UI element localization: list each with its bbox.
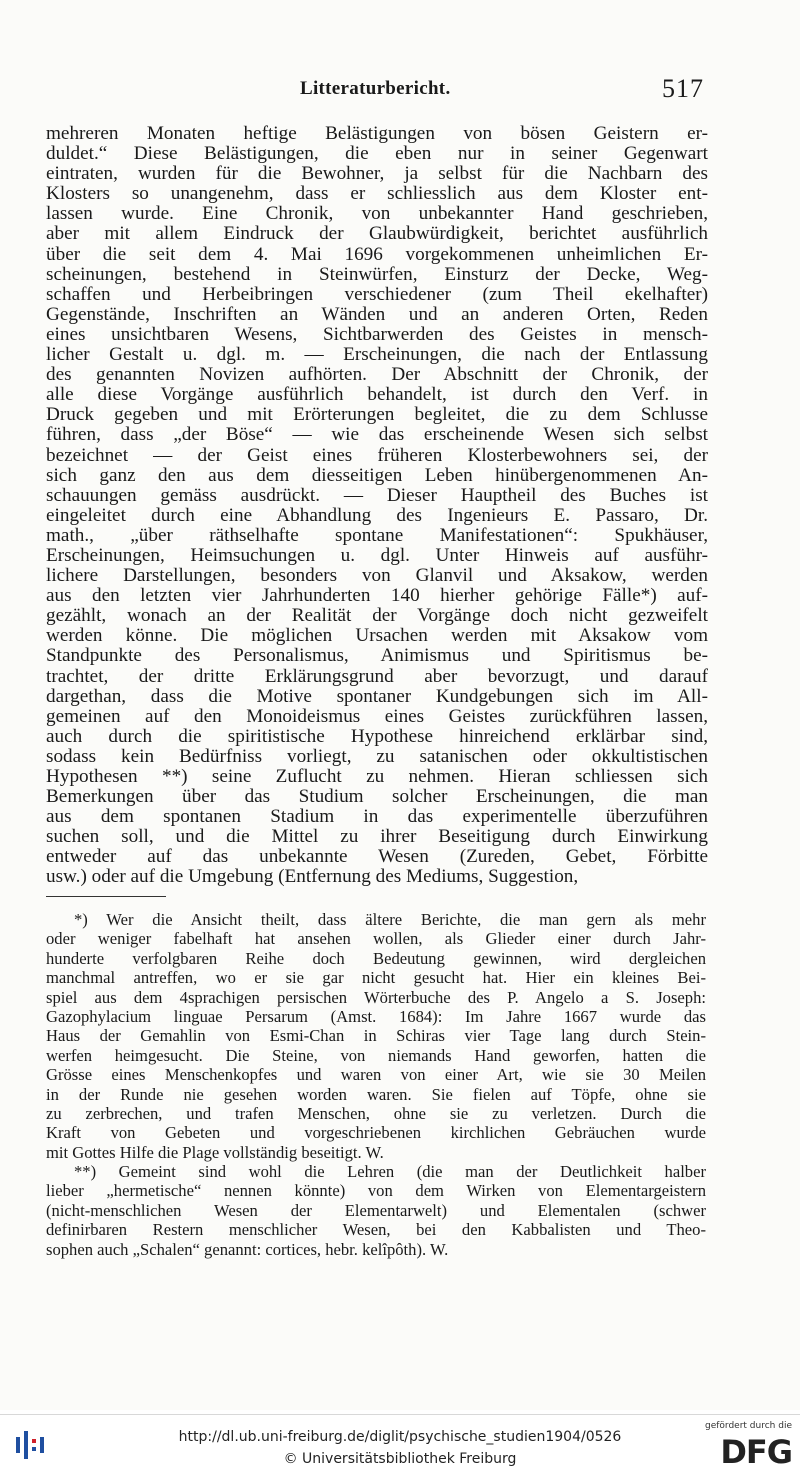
footnote-divider xyxy=(46,896,166,897)
text-line: gemeinen auf den Monoideismus eines Geistes zurückführen lassen, xyxy=(46,706,708,727)
text-line: sich ganz den aus dem diesseitigen Leben hinübergenommenen An- xyxy=(46,465,708,486)
footnote-line: sophen auch „Schalen“ genannt: cortices, hebr. kelîpôth). W. xyxy=(46,1239,449,1259)
text-line: eingeleitet durch eine Abhandlung des Ingenieurs E. Passaro, Dr. xyxy=(46,505,708,526)
page-number: 517 xyxy=(662,74,704,103)
permalink-url[interactable]: http://dl.ub.uni-freiburg.de/diglit/psychische_studien1904/0526 xyxy=(178,1429,622,1445)
footnotes-block xyxy=(46,910,706,1259)
footnote-line: **) Gemeint sind wohl die Lehren (die man der Deutlichkeit halber xyxy=(74,1162,706,1182)
text-line: schaffen und Herbeibringen verschiedener (zum Theil ekelhafter) xyxy=(46,284,708,305)
text-line: eintraten, wurden für die Bewohner, ja selbst für die Nachbarn des xyxy=(46,164,708,185)
text-line: suchen soll, und die Mittel zu ihrer Beseitigung durch Einwirkung xyxy=(46,827,708,848)
text-line: lassen wurde. Eine Chronik, von unbekannter Hand geschrieben, xyxy=(46,204,708,225)
text-line: Bemerkungen über das Studium solcher Erscheinungen, die man xyxy=(46,787,708,808)
text-line: aus dem spontanen Stadium in das experimentelle überzuführen xyxy=(46,807,708,828)
text-line: aus den letzten vier Jahrhunderten 140 hierher gehörige Fälle*) auf- xyxy=(46,586,708,607)
text-line: scheinungen, bestehend in Steinwürfen, Einsturz der Decke, Weg- xyxy=(46,264,708,285)
text-line: alle diese Vorgänge ausführlich behandelt, ist durch den Verf. in xyxy=(46,385,708,406)
footnote-line: Haus der Gemahlin von Esmi-Chan in Schiras vier Tage lang durch Stein- xyxy=(46,1026,706,1046)
viewer-footer xyxy=(0,1414,800,1473)
footnote-line: oder weniger fabelhaft hat ansehen wollen, als Glieder einer durch Jahr- xyxy=(46,929,706,949)
footnote-line: lieber „hermetische“ nennen könnte) von dem Wirken von Elementargeistern xyxy=(46,1181,706,1201)
text-line: gezählt, wonach an der Realität der Vorgänge doch nicht gezweifelt xyxy=(46,606,708,627)
text-line: Klosters so unangenehm, dass er schliesslich aus dem Kloster ent- xyxy=(46,184,708,205)
footnote-line: manchmal antreffen, wo er sie gar nicht gesucht hat. Hier ein kleines Bei- xyxy=(46,968,706,988)
text-line: des genannten Novizen aufhörten. Der Abschnitt der Chronik, der xyxy=(46,365,708,386)
dfg-sponsor xyxy=(702,1421,792,1469)
dfg-logo: DFG xyxy=(720,1433,792,1471)
text-line: duldet.“ Diese Belästigungen, die eben nur in seiner Gegenwart xyxy=(46,144,708,165)
text-line: bezeichnet — der Geist eines früheren Klosterbewohners sei, der xyxy=(46,445,708,466)
text-line: licher Gestalt u. dgl. m. — Erscheinungen, die nach der Entlassung xyxy=(46,345,708,366)
footnote-line: spiel aus dem 4sprachigen persischen Wörterbuche des P. Angelo a S. Joseph: xyxy=(46,987,706,1007)
text-line: mehreren Monaten heftige Belästigungen von bösen Geistern er- xyxy=(46,124,708,144)
text-line: auch durch die spiritistische Hypothese hinreichend erklärbar sind, xyxy=(46,726,708,747)
text-line: math., „über räthselhafte spontane Manifestationen“: Spukhäuser, xyxy=(46,525,708,546)
text-line: über die seit dem 4. Mai 1696 vorgekommenen unheimlichen Er- xyxy=(46,244,708,265)
text-line: dargethan, dass die Motive spontaner Kundgebungen sich im All- xyxy=(46,686,708,707)
copyright-notice: © Universitätsbibliothek Freiburg xyxy=(283,1451,517,1467)
page-header xyxy=(48,74,708,106)
text-line: trachtet, der dritte Erklärungsgrund aber bevorzugt, und darauf xyxy=(46,666,708,687)
footnote-line: definirbaren Restern menschlicher Wesen, bei den Kabbalisten und Theo- xyxy=(46,1220,706,1240)
footnote-line: *) Wer die Ansicht theilt, dass ältere Berichte, die man gern als mehr xyxy=(74,910,706,929)
text-line: schauungen gemäss ausdrückt. — Dieser Hauptheil des Buches ist xyxy=(46,485,708,506)
sponsor-note: gefördert durch die xyxy=(705,1421,792,1431)
footnote-line: Kraft von Gebeten und vorgeschriebenen kirchlichen Gebräuchen wurde xyxy=(46,1123,706,1143)
text-line: Erscheinungen, Heimsuchungen u. dgl. Unter Hinweis auf ausführ- xyxy=(46,545,708,566)
running-title: Litteraturbericht. xyxy=(300,78,451,99)
footnote-line: Grösse eines Menschenkopfes und waren von einer Art, wie sie 30 Meilen xyxy=(46,1065,706,1085)
text-line: usw.) oder auf die Umgebung (Entfernung des Mediums, Suggestion, xyxy=(46,867,579,888)
text-line: sodass kein Bedürfniss vorliegt, zu satanischen oder okkultistischen xyxy=(46,746,708,767)
text-line: Druck gegeben und mit Erörterungen begleitet, die zu dem Schlusse xyxy=(46,405,708,426)
text-line: entweder auf das unbekannte Wesen (Zureden, Gebet, Förbitte xyxy=(46,847,708,868)
text-line: Standpunkte des Personalismus, Animismus und Spiritismus be- xyxy=(46,646,708,667)
footnote-line: mit Gottes Hilfe die Plage vollständig beseitigt. W. xyxy=(46,1142,384,1162)
text-line: führen, dass „der Böse“ — wie das erscheinende Wesen sich selbst xyxy=(46,425,708,446)
text-line: Hypothesen **) seine Zuflucht zu nehmen. Hieran schliessen sich xyxy=(46,767,708,787)
text-line: Gegenstände, Inschriften an Wänden und an anderen Orten, Reden xyxy=(46,304,708,325)
text-line: werden könne. Die möglichen Ursachen werden mit Aksakow vom xyxy=(46,626,708,647)
main-text-block xyxy=(46,124,708,888)
footnote-line: hunderte verfolgbaren Reihe doch Bedeutung gewinnen, wird dergleichen xyxy=(46,948,706,968)
footnote-line: zu zerbrechen, und trafen Menschen, ohne sie zu verletzen. Durch die xyxy=(46,1103,706,1123)
footnote-line: in der Runde nie gesehen worden waren. Sie fielen auf Töpfe, ohne sie xyxy=(46,1084,706,1104)
text-line: lichere Darstellungen, besonders von Glanvil und Aksakow, werden xyxy=(46,566,708,587)
footnote-line: Gazophylacium linguae Persarum (Amst. 1684): Im Jahre 1667 wurde das xyxy=(46,1006,706,1026)
text-line: eines unsichtbaren Wesens, Sichtbarwerden des Geistes in mensch- xyxy=(46,324,708,345)
footnote-line: werfen heimgesucht. Die Steine, von niemands Hand geworfen, hatten die xyxy=(46,1045,706,1065)
text-line: aber mit allem Eindruck der Glaubwürdigkeit, berichtet ausführlich xyxy=(46,224,708,245)
footnote-line: (nicht-menschlichen Wesen der Elementarwelt) und Elementalen (schwer xyxy=(46,1200,706,1220)
